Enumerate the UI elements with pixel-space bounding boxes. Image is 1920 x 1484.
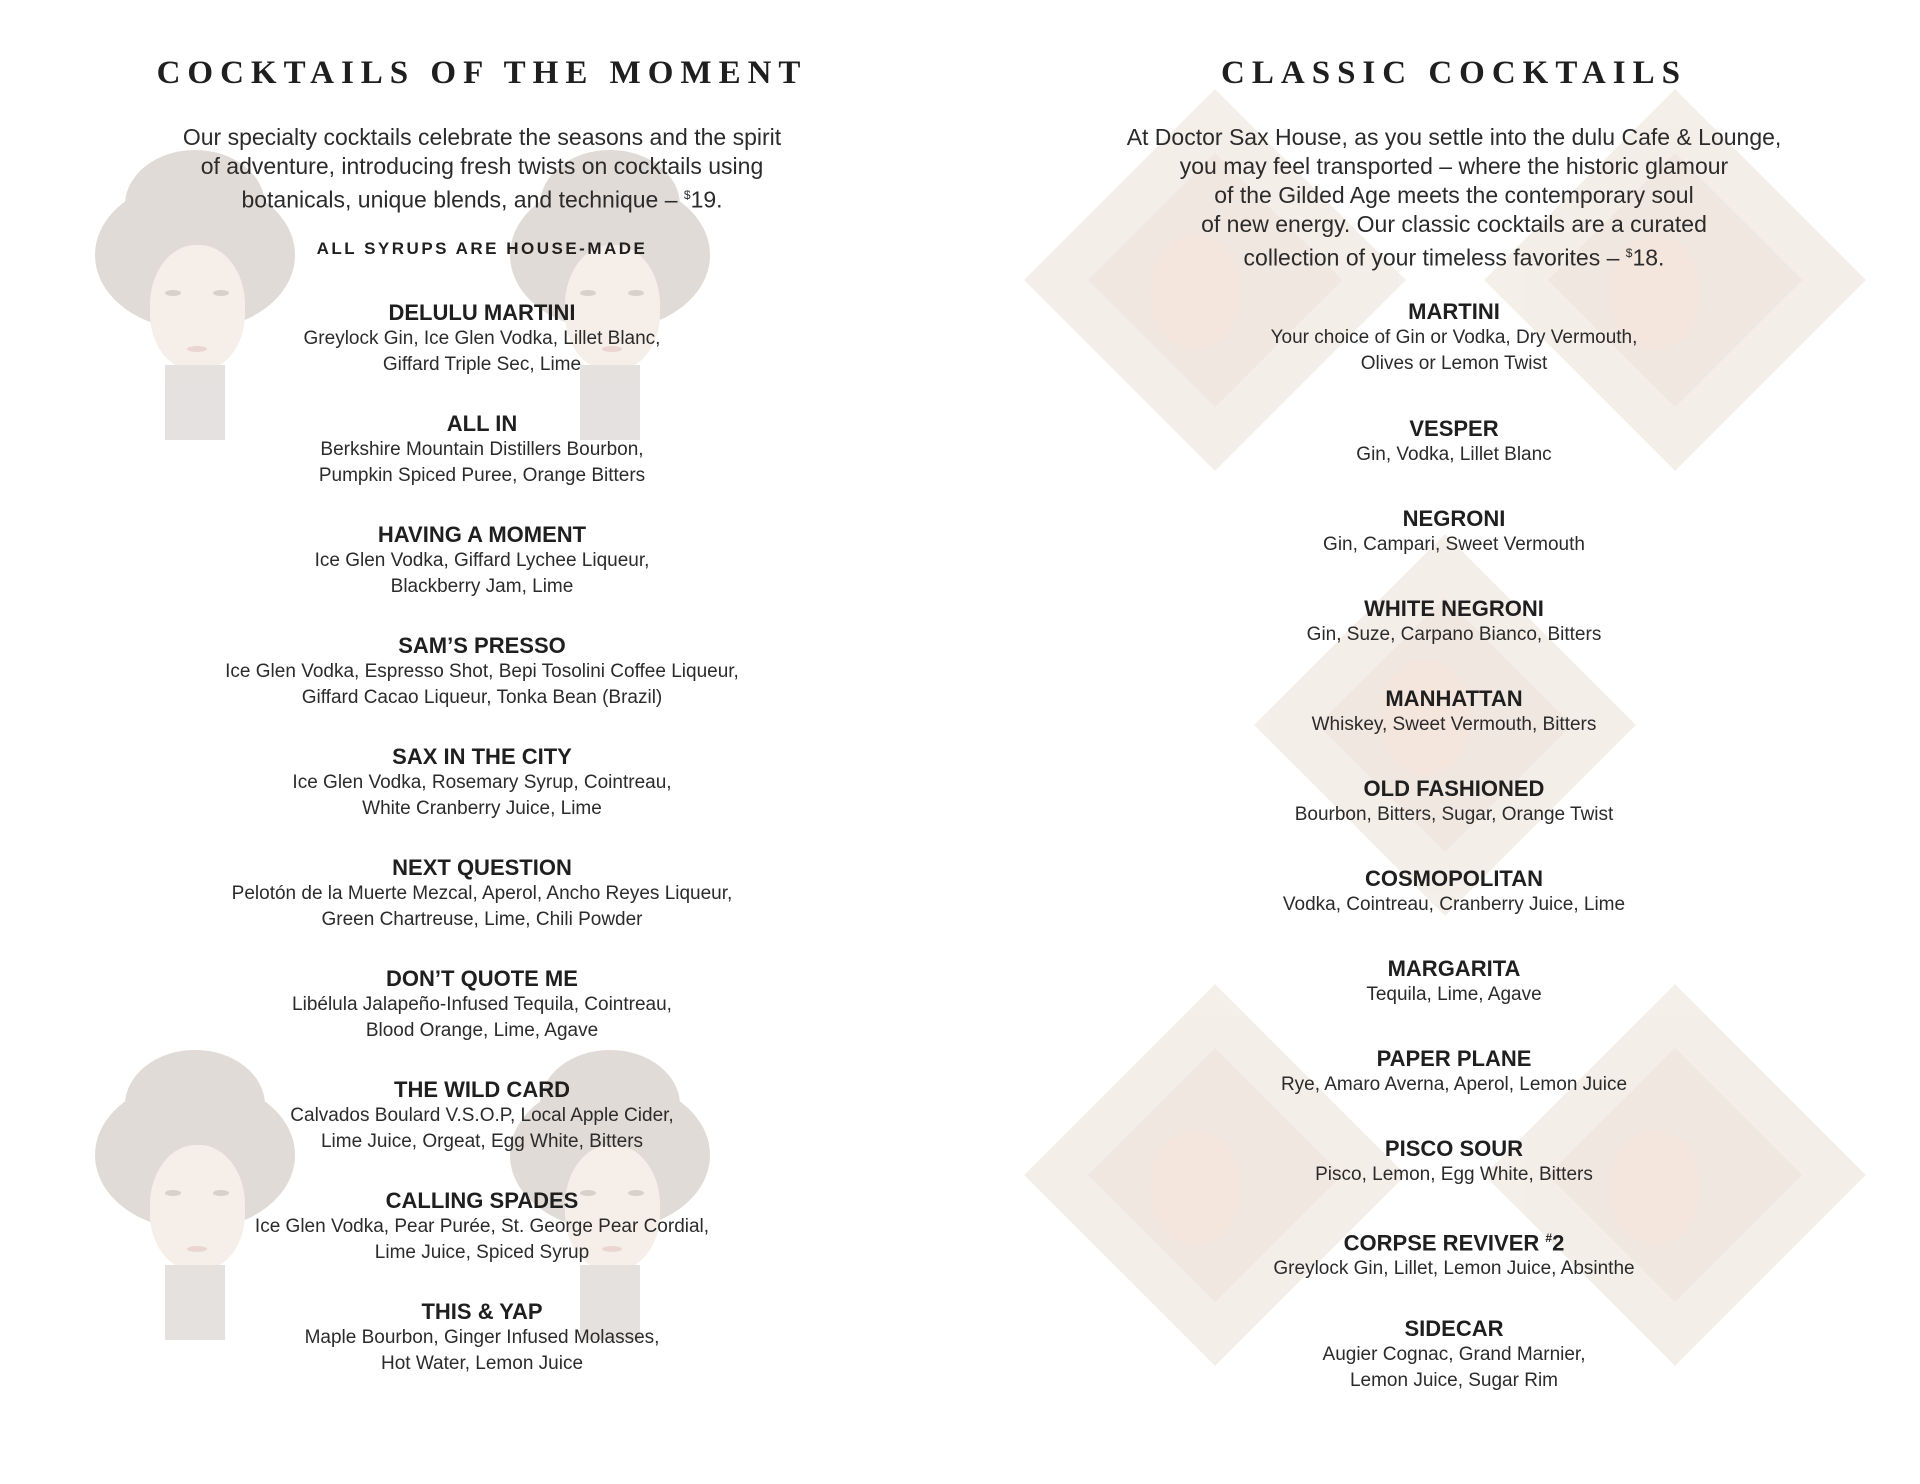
item-name: CALLING SPADES [385, 1188, 579, 1213]
item-name: PAPER PLANE [1376, 1046, 1532, 1071]
menu-item [90, 965, 874, 1044]
item-name: MARGARITA [1387, 956, 1521, 981]
intro-line: of new energy. Our classic cocktails are a curated [1201, 211, 1707, 237]
menu-item [1062, 298, 1846, 377]
item-description: Greylock Gin, Ice Glen Vodka, Lillet Blanc, [303, 328, 661, 349]
price-symbol: $ [1625, 246, 1633, 260]
item-description: Olives or Lemon Twist [1360, 353, 1548, 374]
intro-line: collection of your timeless favorites – $18. [1243, 244, 1665, 271]
menu-item [90, 854, 874, 933]
menu-item [1062, 505, 1846, 558]
item-description: Pelotón de la Muerte Mezcal, Aperol, Ancho Reyes Liqueur, [231, 883, 733, 904]
syrups-note: ALL SYRUPS ARE HOUSE-MADE [316, 239, 648, 258]
item-description: Your choice of Gin or Vodka, Dry Vermouth, [1270, 327, 1638, 348]
item-name: MANHATTAN [1385, 686, 1523, 711]
item-name: COSMOPOLITAN [1364, 866, 1544, 891]
item-name: THE WILD CARD [394, 1077, 570, 1102]
price-symbol: $ [683, 188, 691, 202]
item-description: Blood Orange, Lime, Agave [365, 1020, 599, 1041]
item-name: MARTINI [1408, 299, 1500, 324]
item-description: Greylock Gin, Lillet, Lemon Juice, Absinthe [1273, 1258, 1635, 1280]
menu-item [1062, 865, 1846, 918]
menu-item [90, 410, 874, 489]
item-description: Augier Cognac, Grand Marnier, [1322, 1344, 1586, 1365]
item-description: White Cranberry Juice, Lime [362, 798, 602, 819]
menu-item [90, 299, 874, 378]
item-name: THIS & YAP [421, 1299, 543, 1324]
item-name: CORPSE REVIVER #2 [1343, 1230, 1565, 1256]
item-description: Lemon Juice, Sugar Rim [1349, 1370, 1559, 1391]
price: 19. [690, 186, 723, 213]
item-description: Lime Juice, Spiced Syrup [374, 1242, 590, 1263]
item-description: Blackberry Jam, Lime [390, 576, 574, 597]
item-description: Bourbon, Bitters, Sugar, Orange Twist [1294, 804, 1614, 825]
item-description: Maple Bourbon, Ginger Infused Molasses, [304, 1327, 660, 1348]
item-description: Tequila, Lime, Agave [1366, 984, 1542, 1005]
menu-item [1062, 415, 1846, 468]
menu-item [1062, 1315, 1846, 1394]
item-name: SAM’S PRESSO [398, 633, 566, 658]
menu-item [90, 1298, 874, 1377]
intro-line: of the Gilded Age meets the contemporary soul [1214, 182, 1694, 208]
item-name: HAVING A MOMENT [377, 522, 587, 547]
intro-line: Our specialty cocktails celebrate the seasons and the spirit [182, 124, 782, 150]
item-description: Ice Glen Vodka, Rosemary Syrup, Cointreau, [292, 772, 672, 793]
intro-line: botanicals, unique blends, and technique – $19. [241, 186, 723, 213]
item-description: Gin, Campari, Sweet Vermouth [1323, 534, 1585, 555]
menu-item [90, 632, 874, 711]
item-description: Gin, Suze, Carpano Bianco, Bitters [1306, 624, 1602, 645]
item-name: PISCO SOUR [1384, 1136, 1524, 1161]
item-description: Libélula Jalapeño-Infused Tequila, Cointreau, [292, 994, 672, 1015]
item-description: Green Chartreuse, Lime, Chili Powder [321, 909, 643, 930]
item-description: Hot Water, Lemon Juice [380, 1353, 584, 1374]
section-intro [90, 123, 874, 215]
item-description: Vodka, Cointreau, Cranberry Juice, Lime [1282, 894, 1626, 915]
item-description: Rye, Amaro Averna, Aperol, Lemon Juice [1280, 1074, 1628, 1095]
menu-item [1062, 955, 1846, 1008]
item-description: Whiskey, Sweet Vermouth, Bitters [1311, 714, 1597, 735]
intro-line: of adventure, introducing fresh twists on cocktails using [200, 153, 764, 179]
item-description: Ice Glen Vodka, Giffard Lychee Liqueur, [314, 550, 650, 571]
item-description: Lime Juice, Orgeat, Egg White, Bitters [320, 1131, 644, 1152]
section-intro [1062, 123, 1846, 273]
item-description: Ice Glen Vodka, Pear Purée, St. George Pear Cordial, [254, 1216, 710, 1237]
item-description: Giffard Cacao Liqueur, Tonka Bean (Brazil) [301, 687, 663, 708]
item-name: DON’T QUOTE ME [386, 966, 578, 991]
item-description: Ice Glen Vodka, Espresso Shot, Bepi Tosolini Coffee Liqueur, [225, 661, 739, 682]
item-description: Pumpkin Spiced Puree, Orange Bitters [318, 465, 646, 486]
item-name: ALL IN [446, 411, 518, 436]
item-name: SAX IN THE CITY [392, 744, 572, 769]
section-title: COCKTAILS OF THE MOMENT [156, 55, 808, 91]
menu-item [1062, 1135, 1846, 1188]
menu-item [1062, 685, 1846, 738]
intro-line: At Doctor Sax House, as you settle into the dulu Cafe & Lounge, [1126, 124, 1782, 150]
menu-item [90, 1187, 874, 1266]
item-description: Giffard Triple Sec, Lime [382, 354, 582, 375]
item-name: NEGRONI [1402, 506, 1506, 531]
item-name: VESPER [1409, 416, 1499, 441]
menu-item [1062, 775, 1846, 828]
item-description: Calvados Boulard V.S.O.P, Local Apple Cider, [290, 1105, 674, 1126]
item-name: SIDECAR [1404, 1316, 1504, 1341]
menu-item [90, 1076, 874, 1155]
item-name: OLD FASHIONED [1363, 776, 1545, 801]
menu-item [1062, 1045, 1846, 1098]
menu-item [1062, 1225, 1846, 1282]
intro-line: you may feel transported – where the historic glamour [1179, 153, 1729, 179]
price: 18. [1632, 244, 1665, 271]
item-name: NEXT QUESTION [392, 855, 572, 880]
item-description: Gin, Vodka, Lillet Blanc [1356, 444, 1552, 465]
menu-item [90, 521, 874, 600]
item-description: Berkshire Mountain Distillers Bourbon, [320, 439, 644, 460]
item-name: DELULU MARTINI [388, 300, 576, 325]
number-sign: # [1545, 1231, 1553, 1245]
section-title: CLASSIC COCKTAILS [1221, 55, 1687, 91]
item-description: Pisco, Lemon, Egg White, Bitters [1315, 1164, 1593, 1185]
item-name: WHITE NEGRONI [1364, 596, 1544, 621]
menu-item [90, 743, 874, 822]
menu-item [1062, 595, 1846, 648]
